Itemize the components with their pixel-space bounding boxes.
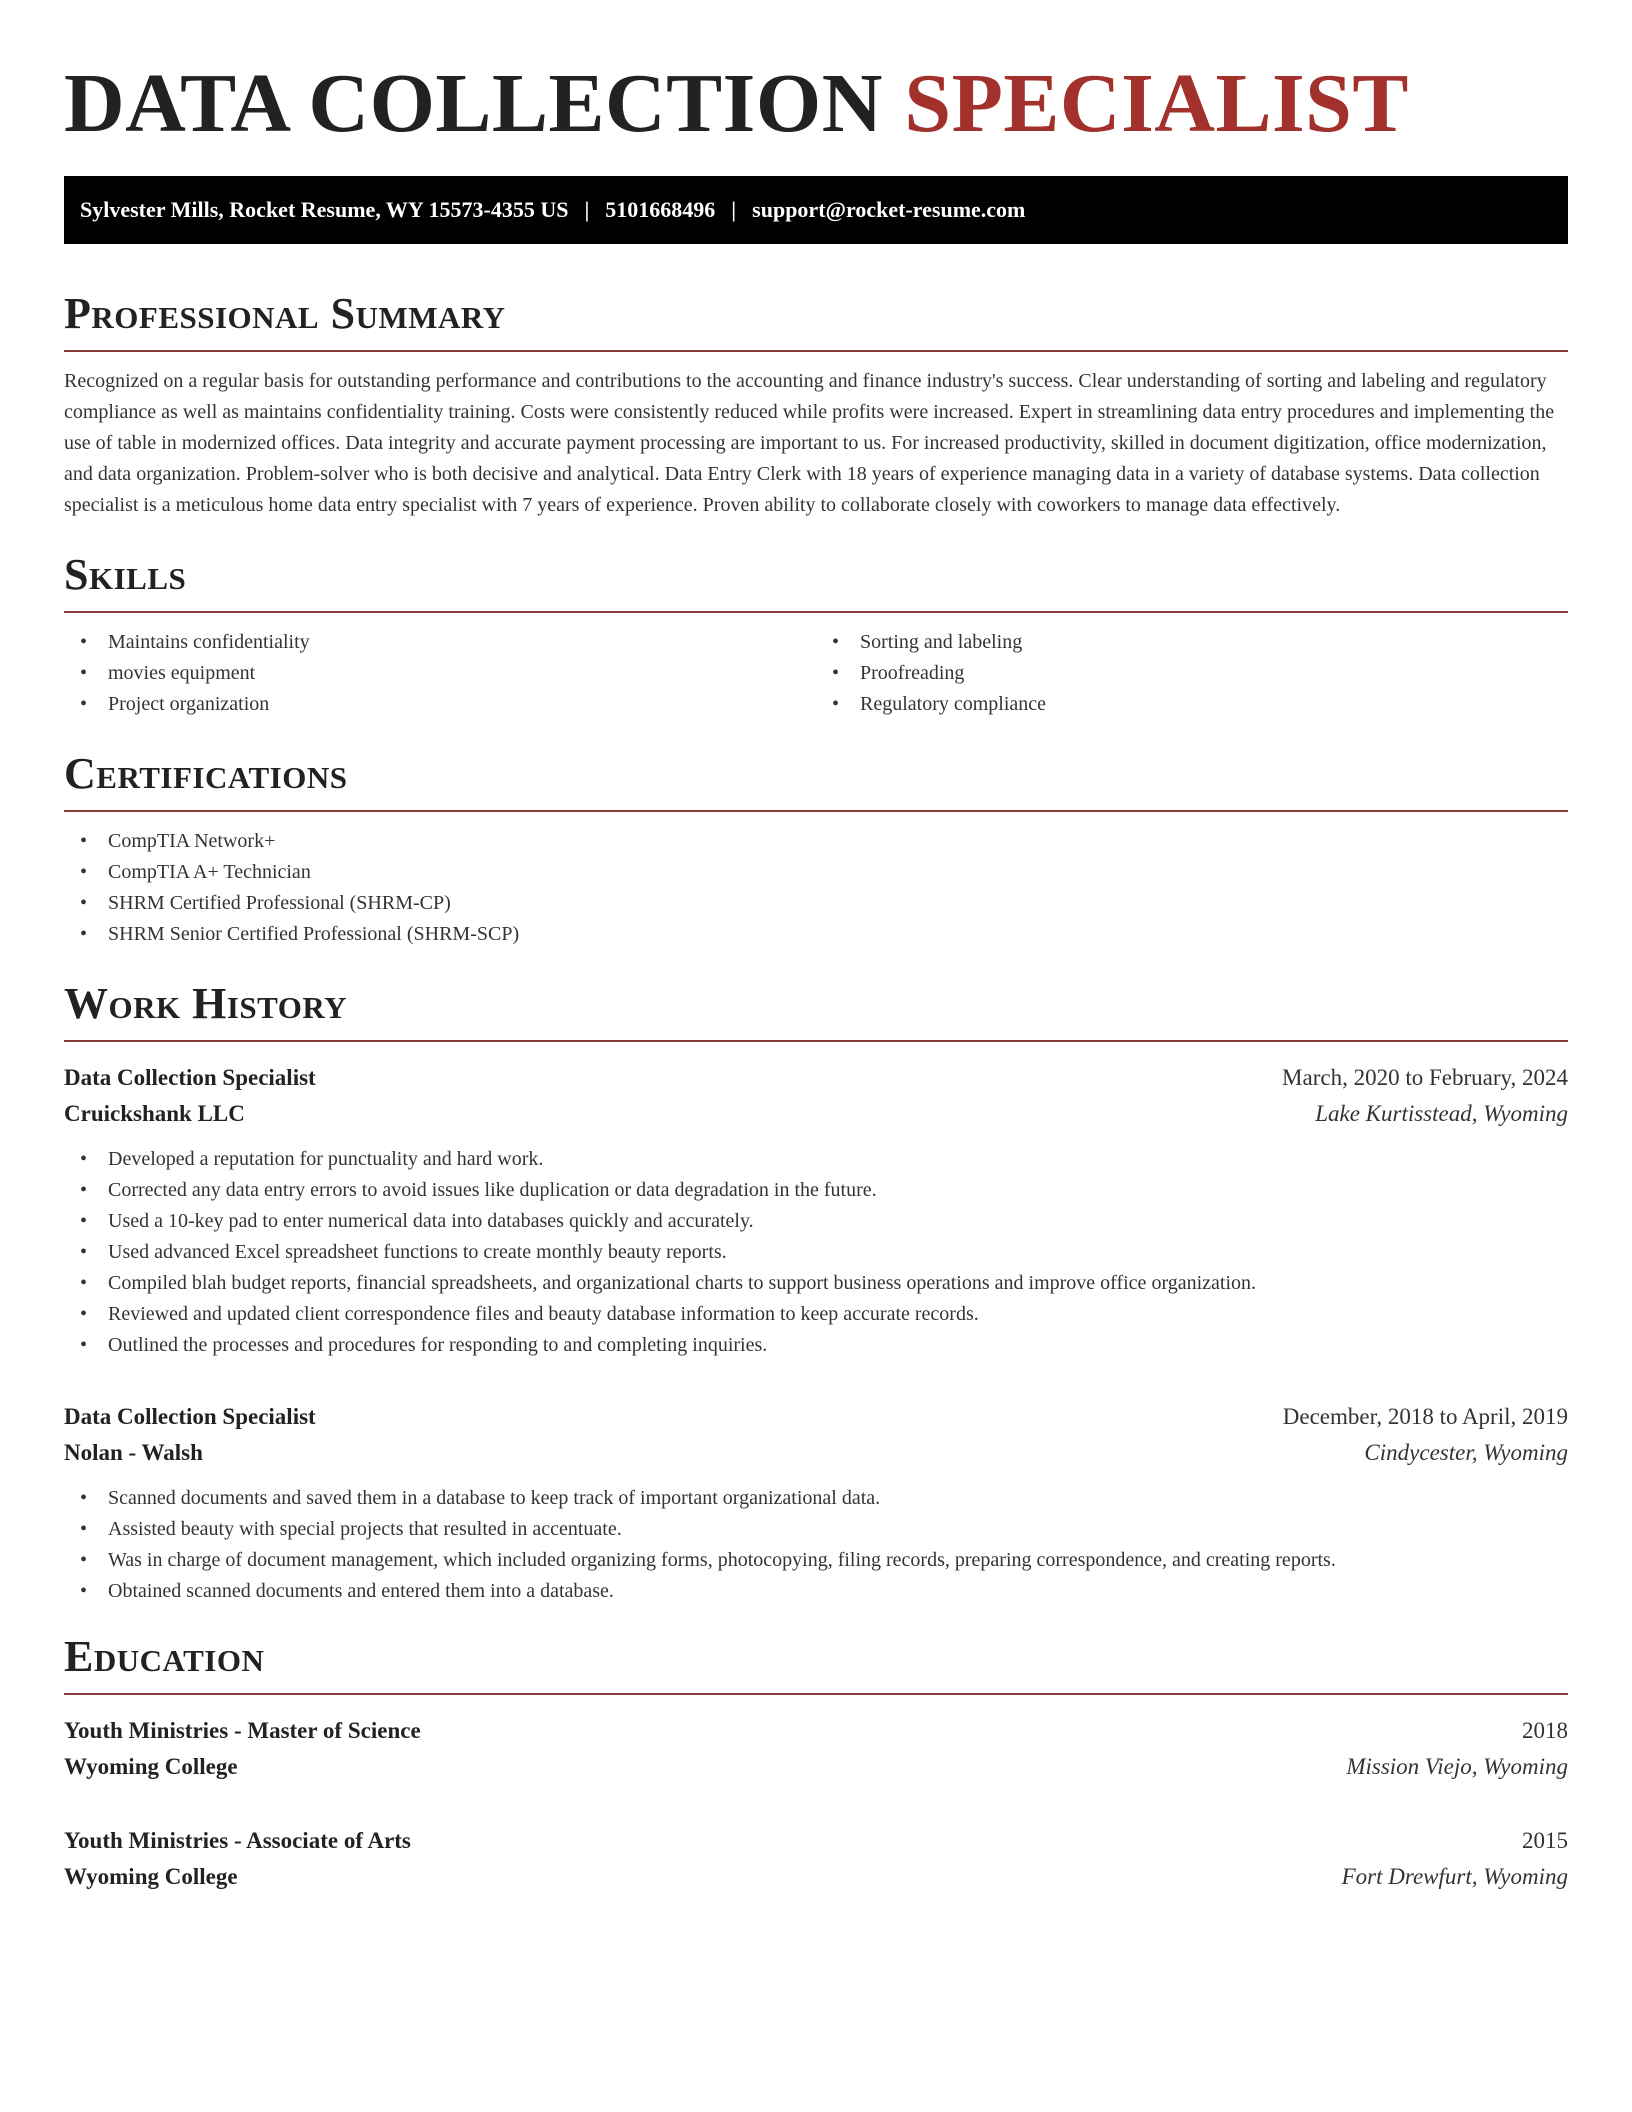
section-divider — [64, 350, 1568, 352]
job-bullet: • Assisted beauty with special projects that resulted in accentuate. — [64, 1514, 1568, 1545]
title-main: DATA COLLECTION — [64, 57, 883, 150]
job-bullet: • Was in charge of document management, which included organizing forms, photocopying, filing records, preparing correspondence, and creating reports. — [64, 1545, 1568, 1576]
skill-item: • Proofreading — [816, 658, 1568, 689]
education-school-row — [64, 1859, 1568, 1895]
education-section — [64, 1631, 1568, 1895]
section-divider — [64, 1693, 1568, 1695]
section-heading-education: Education — [64, 1632, 265, 1681]
education-location: Fort Drewfurt, Wyoming — [1341, 1864, 1568, 1889]
education-degree: Youth Ministries - Master of Science — [64, 1718, 421, 1743]
job-bullet: • Compiled blah budget reports, financial spreadsheets, and organizational charts to support business operations and improve office organization. — [64, 1268, 1568, 1299]
education-year: 2018 — [1522, 1718, 1568, 1743]
section-divider — [64, 1040, 1568, 1042]
job-header-row — [64, 1060, 1568, 1096]
section-heading-certifications: Certifications — [64, 749, 348, 798]
job-bullet: • Used a 10-key pad to enter numerical data into databases quickly and accurately. — [64, 1206, 1568, 1237]
job-bullet: • Outlined the processes and procedures for responding to and completing inquiries. — [64, 1330, 1568, 1361]
skill-item: • Regulatory compliance — [816, 689, 1568, 720]
job-bullets — [64, 1144, 1568, 1361]
job-location: Lake Kurtisstead, Wyoming — [1315, 1101, 1568, 1126]
section-heading-summary: Professional Summary — [64, 289, 506, 338]
job-location: Cindycester, Wyoming — [1364, 1440, 1568, 1465]
summary-text: Recognized on a regular basis for outstanding performance and contributions to the accounting and finance industry's success. Clear understanding of sorting and labeling and regulatory compliance as well as maintains confidentiality training. Costs were consistently reduced while profits were increased. Expert in streamlining data entry procedures and implementing the use of table in modernized offices. Data integrity and accurate payment processing are important to us. For increased productivity, skilled in document digitization, office modernization, and data organization. Problem-solver who is both decisive and analytical. Data Entry Clerk with 18 years of experience managing data in a variety of database systems. Data collection specialist is a meticulous home data entry specialist with 7 years of experience. Proven ability to collaborate closely with coworkers to manage data effectively. — [64, 370, 1555, 516]
education-school-row — [64, 1749, 1568, 1785]
education-school: Wyoming College — [64, 1864, 238, 1889]
job-dates: March, 2020 to February, 2024 — [1282, 1065, 1568, 1090]
job-entry — [64, 1060, 1568, 1361]
contact-bar — [64, 176, 1568, 244]
job-bullet: • Reviewed and updated client correspondence files and beauty database information to keep accurate records. — [64, 1299, 1568, 1330]
certifications-list — [64, 826, 1568, 950]
job-bullets — [64, 1483, 1568, 1607]
contact-separator: | — [584, 197, 590, 222]
job-bullet: • Developed a reputation for punctuality and hard work. — [64, 1144, 1568, 1175]
education-entry — [64, 1823, 1568, 1895]
job-bullet: • Corrected any data entry errors to avoid issues like duplication or data degradation in the future. — [64, 1175, 1568, 1206]
certification-item: • CompTIA Network+ — [64, 826, 1568, 857]
page-title — [64, 0, 1568, 150]
skill-item: • movies equipment — [64, 658, 816, 689]
job-bullet: • Obtained scanned documents and entered them into a database. — [64, 1576, 1568, 1607]
skill-item: • Sorting and labeling — [816, 627, 1568, 658]
job-company-row — [64, 1435, 1568, 1471]
section-heading-skills: Skills — [64, 550, 187, 599]
certification-item: • SHRM Certified Professional (SHRM-CP) — [64, 888, 1568, 919]
certifications-section — [64, 748, 1568, 950]
skills-grid — [64, 627, 1568, 720]
education-year: 2015 — [1522, 1828, 1568, 1853]
education-school: Wyoming College — [64, 1754, 238, 1779]
job-header-row — [64, 1399, 1568, 1435]
section-divider — [64, 611, 1568, 613]
job-entry — [64, 1399, 1568, 1607]
education-degree-row — [64, 1713, 1568, 1749]
job-company: Nolan - Walsh — [64, 1440, 203, 1465]
education-entry — [64, 1713, 1568, 1785]
contact-separator: | — [731, 197, 737, 222]
certification-item: • SHRM Senior Certified Professional (SHRM-SCP) — [64, 919, 1568, 950]
certification-item: • CompTIA A+ Technician — [64, 857, 1568, 888]
work-history-section — [64, 978, 1568, 1607]
job-company: Cruickshank LLC — [64, 1101, 245, 1126]
skill-item: • Maintains confidentiality — [64, 627, 816, 658]
section-heading-work-history: Work History — [64, 979, 348, 1028]
summary-section — [64, 288, 1568, 521]
job-company-row — [64, 1096, 1568, 1132]
title-accent: SPECIALIST — [904, 57, 1409, 150]
contact-phone[interactable]: 5101668496 — [605, 197, 716, 222]
skills-list-left — [64, 627, 816, 720]
skill-item: • Project organization — [64, 689, 816, 720]
job-title: Data Collection Specialist — [64, 1404, 316, 1429]
skills-section — [64, 549, 1568, 720]
job-bullet: • Used advanced Excel spreadsheet functions to create monthly beauty reports. — [64, 1237, 1568, 1268]
contact-address: Sylvester Mills, Rocket Resume, WY 15573-4355 US — [80, 197, 569, 222]
education-degree: Youth Ministries - Associate of Arts — [64, 1828, 411, 1853]
skills-list-right — [816, 627, 1568, 720]
education-degree-row — [64, 1823, 1568, 1859]
contact-email[interactable]: support@rocket-resume.com — [752, 197, 1026, 222]
job-bullet: • Scanned documents and saved them in a database to keep track of important organizational data. — [64, 1483, 1568, 1514]
education-location: Mission Viejo, Wyoming — [1346, 1754, 1568, 1779]
job-title: Data Collection Specialist — [64, 1065, 316, 1090]
section-divider — [64, 810, 1568, 812]
job-dates: December, 2018 to April, 2019 — [1282, 1404, 1568, 1429]
